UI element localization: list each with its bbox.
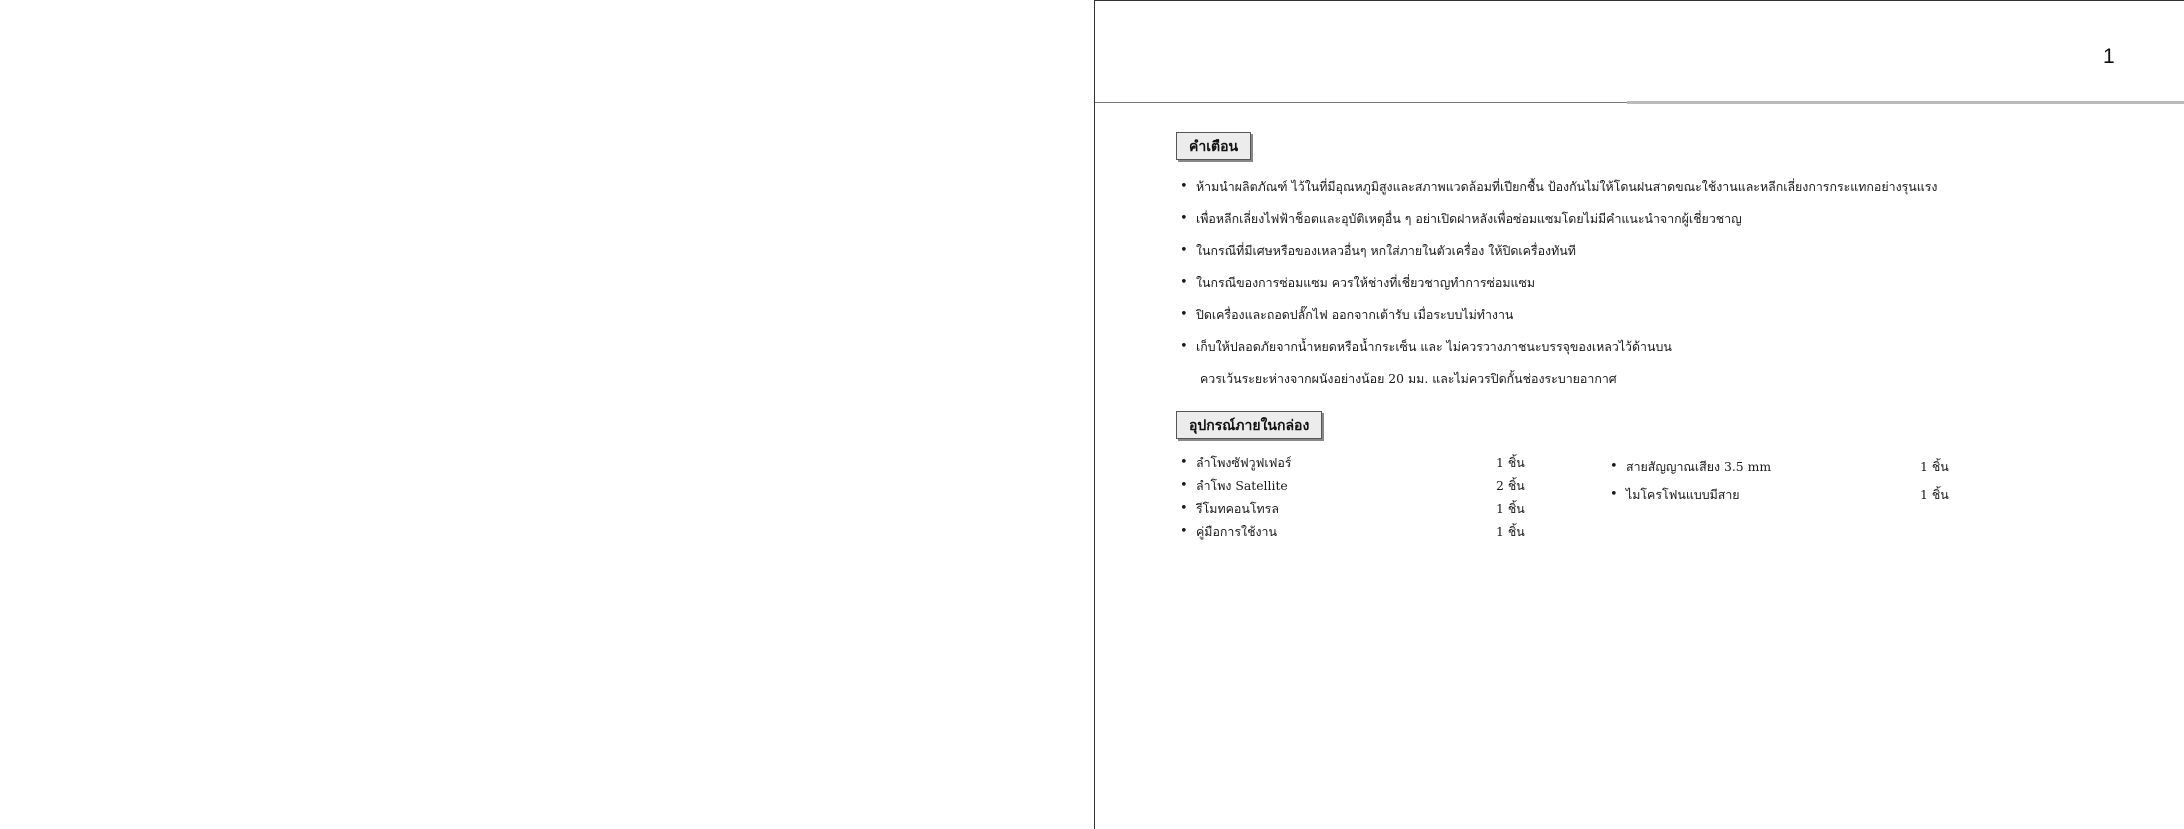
- box-item-name: คู่มือการใช้งาน: [1196, 524, 1277, 539]
- warning-heading: คำเตือน: [1176, 132, 1251, 160]
- box-item-quantity: 2 ชิ้น: [1496, 478, 1525, 493]
- bullet-icon: •: [1180, 179, 1188, 194]
- warning-text: ในกรณีที่มีเศษหรือของเหลวอื่นๆ หกใส่ภายในตัวเครื่อง ให้ปิดเครื่องทันที: [1196, 243, 1576, 258]
- warning-item: [1180, 171, 2170, 203]
- bullet-icon: •: [1180, 524, 1188, 539]
- box-item-quantity: 1 ชิ้น: [1920, 487, 1949, 502]
- bullet-icon: •: [1180, 275, 1188, 290]
- box-item: [1180, 474, 1560, 497]
- box-item-name: ลำโพงซัฟวูฟเฟอร์: [1196, 455, 1292, 470]
- bullet-icon: •: [1180, 339, 1188, 354]
- box-item: [1610, 481, 1960, 509]
- box-item-name: สายสัญญาณเสียง 3.5 mm: [1626, 459, 1772, 474]
- box-item: [1610, 453, 1960, 481]
- box-item-name: ไมโครโฟนแบบมีสาย: [1626, 487, 1740, 502]
- box-item-quantity: 1 ชิ้น: [1496, 524, 1525, 539]
- bullet-icon: •: [1610, 459, 1618, 474]
- document-page: [1094, 0, 2184, 829]
- box-item-quantity: 1 ชิ้น: [1496, 501, 1525, 516]
- box-item: [1180, 497, 1560, 520]
- bullet-icon: •: [1180, 478, 1188, 493]
- box-contents-list-right: [1610, 453, 1960, 509]
- warning-text: เก็บให้ปลอดภัยจากน้ำหยดหรือน้ำกระเซ็น และ ไม่ควรวางภาชนะบรรจุของเหลวไว้ด้านบน: [1196, 339, 1672, 354]
- warning-text: ควรเว้นระยะห่างจากผนังอย่างน้อย 20 มม. และไม่ควรปิดกั้นช่องระบายอากาศ: [1200, 371, 1617, 386]
- box-item: [1180, 520, 1560, 543]
- box-item-name: ลำโพง Satellite: [1196, 478, 1288, 493]
- bullet-icon: •: [1610, 487, 1618, 502]
- box-item: [1180, 451, 1560, 474]
- warning-text: เพื่อหลีกเลี่ยงไฟฟ้าช็อตและอุบัติเหตุอื่น ๆ อย่าเปิดฝาหลังเพื่อซ่อมแซมโดยไม่มีคำแนะนำจากผู้เชี่ยวชาญ: [1196, 211, 1742, 226]
- bullet-icon: •: [1180, 307, 1188, 322]
- bullet-icon: •: [1180, 211, 1188, 226]
- warning-item: [1180, 235, 2170, 267]
- warning-item: [1180, 299, 2170, 331]
- page-number: 1: [2103, 45, 2115, 68]
- bullet-icon: •: [1180, 455, 1188, 470]
- box-contents-heading: อุปกรณ์ภายในกล่อง: [1176, 411, 1322, 439]
- warning-item: [1180, 267, 2170, 299]
- box-item-quantity: 1 ชิ้น: [1920, 459, 1949, 474]
- warning-text: ห้ามนำผลิตภัณฑ์ ไว้ในที่มีอุณหภูมิสูงและสภาพแวดล้อมที่เปียกชื้น ป้องกันไม่ให้โดนฝนสาดขณะใช้งานและหลีกเลี่ยงการกระแทกอย่างรุนแรง: [1196, 179, 1938, 194]
- warning-text: ในกรณีของการซ่อมแซม ควรให้ช่างที่เชี่ยวชาญทำการซ่อมแซม: [1196, 275, 1536, 290]
- warning-item: [1180, 203, 2170, 235]
- bullet-icon: •: [1180, 501, 1188, 516]
- header-divider-accent: [1627, 101, 2184, 104]
- warning-item: [1180, 331, 2170, 363]
- box-item-name: รีโมทคอนโทรล: [1196, 501, 1279, 516]
- warning-item-continuation: [1180, 363, 2170, 395]
- box-contents-list-left: [1180, 451, 1560, 543]
- warning-list: [1180, 171, 2170, 395]
- box-item-quantity: 1 ชิ้น: [1496, 455, 1525, 470]
- bullet-icon: •: [1180, 243, 1188, 258]
- warning-text: ปิดเครื่องและถอดปลั๊กไฟ ออกจากเต้ารับ เมื่อระบบไม่ทำงาน: [1196, 307, 1514, 322]
